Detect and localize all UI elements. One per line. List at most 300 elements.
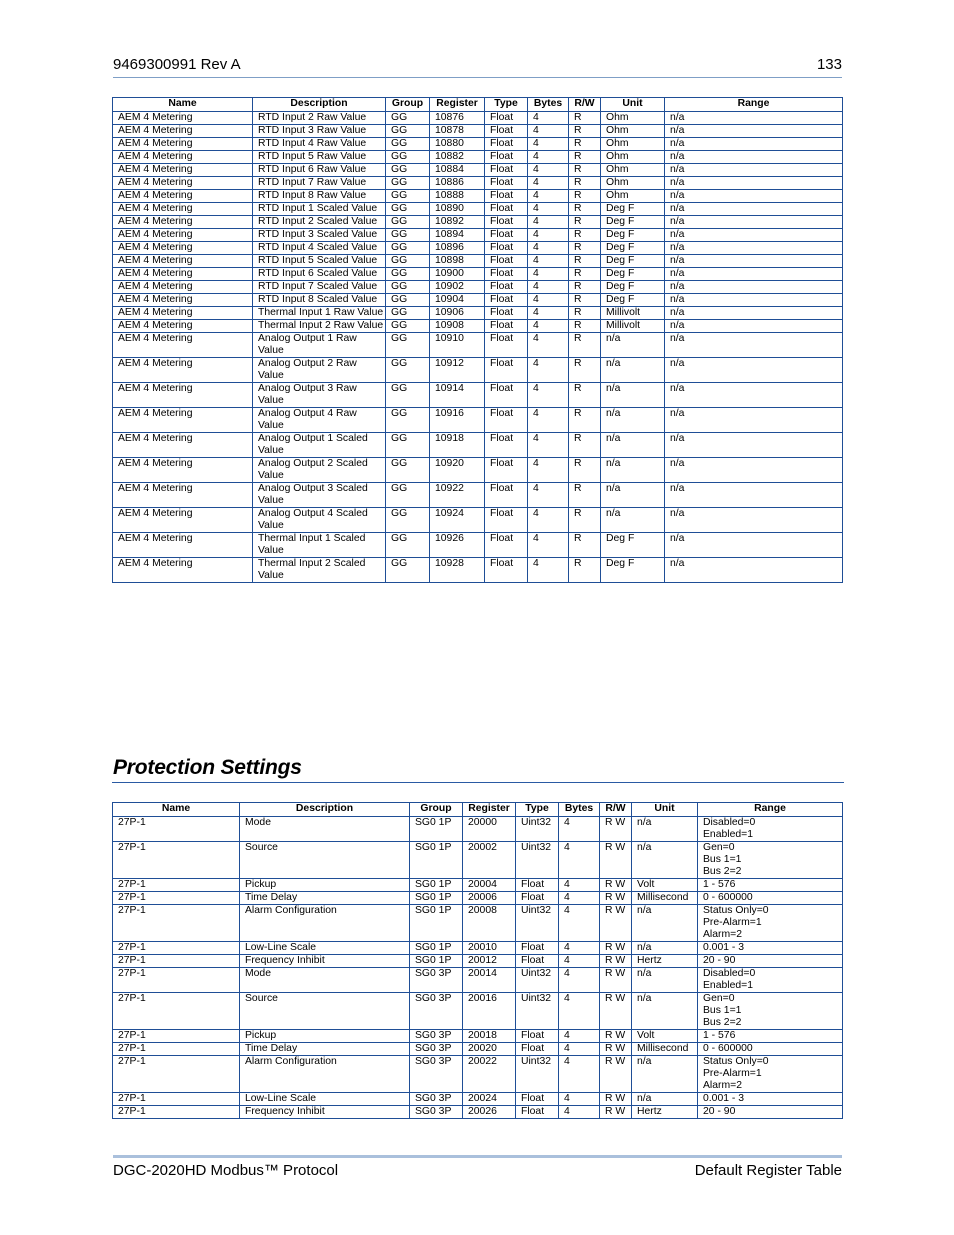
cell-description-text: RTD Input 8 Scaled Value bbox=[258, 294, 378, 305]
cell-name: 27P-1 bbox=[113, 892, 240, 905]
cell-rw: R W bbox=[600, 993, 632, 1030]
table-row bbox=[113, 892, 843, 905]
cell-group: GG bbox=[386, 216, 430, 229]
cell-unit: Volt bbox=[632, 1030, 698, 1043]
cell-type: Float bbox=[485, 216, 528, 229]
cell-rw: R bbox=[569, 242, 601, 255]
cell-description: Alarm Configuration bbox=[240, 905, 410, 942]
cell-type: Float bbox=[485, 138, 528, 151]
cell-name: AEM 4 Metering bbox=[113, 125, 253, 138]
cell-rw: R bbox=[569, 216, 601, 229]
cell-rw: R W bbox=[600, 1093, 632, 1106]
cell-type: Float bbox=[485, 190, 528, 203]
cell-bytes: 4 bbox=[559, 993, 600, 1030]
table-row bbox=[113, 229, 843, 242]
cell-name: 27P-1 bbox=[113, 879, 240, 892]
cell-description bbox=[253, 216, 386, 229]
cell-type: Float bbox=[485, 533, 528, 558]
cell-description-text: RTD Input 3 Raw Value bbox=[258, 125, 367, 136]
cell-description-text: Analog Output 1 Raw Value bbox=[258, 333, 357, 356]
cell-register: 10896 bbox=[430, 242, 485, 255]
cell-range: 0 - 600000 bbox=[698, 1043, 843, 1056]
cell-unit: Ohm bbox=[601, 164, 665, 177]
cell-unit: n/a bbox=[601, 433, 665, 458]
cell-group: SG0 1P bbox=[410, 817, 463, 842]
cell-description: Frequency Inhibit bbox=[240, 955, 410, 968]
table-row bbox=[113, 433, 843, 458]
column-header-name: Name bbox=[113, 98, 253, 112]
cell-range: n/a bbox=[665, 307, 843, 320]
cell-group: GG bbox=[386, 333, 430, 358]
cell-type: Float bbox=[516, 1106, 559, 1119]
cell-name: 27P-1 bbox=[113, 942, 240, 955]
cell-description: Mode bbox=[240, 817, 410, 842]
cell-type: Uint32 bbox=[516, 817, 559, 842]
cell-rw: R W bbox=[600, 905, 632, 942]
table-row bbox=[113, 383, 843, 408]
cell-register: 20022 bbox=[463, 1056, 516, 1093]
cell-rw: R bbox=[569, 558, 601, 583]
table-row bbox=[113, 281, 843, 294]
cell-range: n/a bbox=[665, 151, 843, 164]
cell-type: Float bbox=[485, 164, 528, 177]
cell-description-text: RTD Input 5 Raw Value bbox=[258, 151, 367, 162]
cell-range: Disabled=0 Enabled=1 bbox=[698, 817, 843, 842]
cell-group: SG0 1P bbox=[410, 942, 463, 955]
cell-range: n/a bbox=[665, 320, 843, 333]
cell-description-text: RTD Input 3 Scaled Value bbox=[258, 229, 378, 240]
cell-name: AEM 4 Metering bbox=[113, 216, 253, 229]
column-header-range: Range bbox=[698, 803, 843, 817]
cell-rw: R bbox=[569, 281, 601, 294]
cell-rw: R bbox=[569, 138, 601, 151]
cell-bytes: 4 bbox=[528, 294, 569, 307]
cell-description-text: Analog Output 3 Raw Value bbox=[258, 383, 357, 406]
cell-rw: R bbox=[569, 203, 601, 216]
cell-bytes: 4 bbox=[559, 1056, 600, 1093]
cell-name: AEM 4 Metering bbox=[113, 112, 253, 125]
table-row bbox=[113, 307, 843, 320]
cell-register: 10882 bbox=[430, 151, 485, 164]
page-header bbox=[113, 55, 842, 78]
cell-rw: R bbox=[569, 307, 601, 320]
cell-range: 20 - 90 bbox=[698, 955, 843, 968]
cell-group: SG0 3P bbox=[410, 1043, 463, 1056]
cell-unit: Deg F bbox=[601, 203, 665, 216]
cell-register: 10886 bbox=[430, 177, 485, 190]
cell-group: SG0 1P bbox=[410, 892, 463, 905]
cell-type: Float bbox=[516, 892, 559, 905]
table-row bbox=[113, 190, 843, 203]
cell-range: n/a bbox=[665, 125, 843, 138]
cell-rw: R bbox=[569, 268, 601, 281]
cell-bytes: 4 bbox=[559, 1093, 600, 1106]
cell-unit: n/a bbox=[601, 458, 665, 483]
cell-unit: n/a bbox=[601, 358, 665, 383]
cell-bytes: 4 bbox=[528, 268, 569, 281]
cell-rw: R W bbox=[600, 842, 632, 879]
cell-description: Pickup bbox=[240, 879, 410, 892]
cell-rw: R W bbox=[600, 817, 632, 842]
cell-description bbox=[253, 533, 386, 558]
cell-bytes: 4 bbox=[528, 125, 569, 138]
table-row bbox=[113, 993, 843, 1030]
cell-register: 10918 bbox=[430, 433, 485, 458]
cell-unit: Volt bbox=[632, 879, 698, 892]
cell-unit: n/a bbox=[632, 842, 698, 879]
cell-unit: Hertz bbox=[632, 1106, 698, 1119]
cell-range: n/a bbox=[665, 268, 843, 281]
cell-name: AEM 4 Metering bbox=[113, 333, 253, 358]
cell-description-text: RTD Input 4 Scaled Value bbox=[258, 242, 378, 253]
cell-group: GG bbox=[386, 358, 430, 383]
cell-group: SG0 1P bbox=[410, 879, 463, 892]
cell-group: SG0 3P bbox=[410, 1030, 463, 1043]
cell-group: SG0 1P bbox=[410, 842, 463, 879]
cell-description-text: Analog Output 4 Raw Value bbox=[258, 408, 357, 431]
cell-rw: R bbox=[569, 333, 601, 358]
table-row bbox=[113, 508, 843, 533]
cell-description bbox=[253, 294, 386, 307]
cell-group: GG bbox=[386, 307, 430, 320]
column-header-bytes: Bytes bbox=[559, 803, 600, 817]
cell-range: n/a bbox=[665, 408, 843, 433]
cell-name: AEM 4 Metering bbox=[113, 294, 253, 307]
cell-type: Float bbox=[485, 483, 528, 508]
cell-name: AEM 4 Metering bbox=[113, 177, 253, 190]
cell-description bbox=[253, 268, 386, 281]
cell-range: n/a bbox=[665, 294, 843, 307]
cell-rw: R W bbox=[600, 879, 632, 892]
cell-bytes: 4 bbox=[528, 533, 569, 558]
cell-rw: R W bbox=[600, 968, 632, 993]
cell-range: n/a bbox=[665, 458, 843, 483]
cell-type: Uint32 bbox=[516, 905, 559, 942]
cell-unit: n/a bbox=[632, 1093, 698, 1106]
cell-rw: R bbox=[569, 433, 601, 458]
cell-description: Source bbox=[240, 842, 410, 879]
column-header-rw: R/W bbox=[569, 98, 601, 112]
cell-description bbox=[253, 125, 386, 138]
cell-rw: R W bbox=[600, 892, 632, 905]
cell-register: 20014 bbox=[463, 968, 516, 993]
cell-description-text: Analog Output 2 Raw Value bbox=[258, 358, 357, 381]
cell-range: n/a bbox=[665, 242, 843, 255]
cell-type: Float bbox=[485, 458, 528, 483]
cell-register: 20000 bbox=[463, 817, 516, 842]
cell-name: 27P-1 bbox=[113, 1106, 240, 1119]
table-header-row bbox=[113, 803, 843, 817]
cell-name: AEM 4 Metering bbox=[113, 533, 253, 558]
cell-description bbox=[253, 164, 386, 177]
cell-group: GG bbox=[386, 242, 430, 255]
cell-rw: R W bbox=[600, 955, 632, 968]
column-header-description: Description bbox=[253, 98, 386, 112]
cell-name: 27P-1 bbox=[113, 968, 240, 993]
cell-bytes: 4 bbox=[528, 383, 569, 408]
cell-description-text: Thermal Input 2 Raw Value bbox=[258, 320, 384, 331]
cell-unit: Ohm bbox=[601, 125, 665, 138]
cell-type: Float bbox=[485, 307, 528, 320]
cell-bytes: 4 bbox=[559, 892, 600, 905]
cell-register: 10904 bbox=[430, 294, 485, 307]
cell-group: GG bbox=[386, 383, 430, 408]
cell-description bbox=[253, 203, 386, 216]
document-number: 9469300991 Rev A bbox=[113, 56, 241, 73]
cell-type: Float bbox=[516, 1043, 559, 1056]
cell-rw: R bbox=[569, 164, 601, 177]
cell-range: n/a bbox=[665, 138, 843, 151]
cell-group: GG bbox=[386, 190, 430, 203]
cell-range: 20 - 90 bbox=[698, 1106, 843, 1119]
cell-range: n/a bbox=[665, 203, 843, 216]
table-row bbox=[113, 320, 843, 333]
cell-rw: R W bbox=[600, 1030, 632, 1043]
cell-bytes: 4 bbox=[528, 458, 569, 483]
cell-name: AEM 4 Metering bbox=[113, 229, 253, 242]
cell-description bbox=[253, 190, 386, 203]
cell-unit: Ohm bbox=[601, 112, 665, 125]
cell-description bbox=[253, 508, 386, 533]
cell-register: 20004 bbox=[463, 879, 516, 892]
cell-description: Mode bbox=[240, 968, 410, 993]
cell-register: 10902 bbox=[430, 281, 485, 294]
cell-range: n/a bbox=[665, 112, 843, 125]
cell-description-text: RTD Input 7 Raw Value bbox=[258, 177, 367, 188]
cell-register: 20010 bbox=[463, 942, 516, 955]
cell-description-text: Analog Output 3 Scaled Value bbox=[258, 483, 368, 506]
cell-description-text: RTD Input 8 Raw Value bbox=[258, 190, 367, 201]
cell-type: Float bbox=[485, 151, 528, 164]
cell-name: AEM 4 Metering bbox=[113, 255, 253, 268]
cell-register: 10900 bbox=[430, 268, 485, 281]
cell-range: n/a bbox=[665, 383, 843, 408]
cell-register: 10928 bbox=[430, 558, 485, 583]
column-header-description: Description bbox=[240, 803, 410, 817]
cell-name: 27P-1 bbox=[113, 1093, 240, 1106]
cell-type: Float bbox=[485, 508, 528, 533]
cell-bytes: 4 bbox=[528, 358, 569, 383]
cell-name: 27P-1 bbox=[113, 842, 240, 879]
cell-name: AEM 4 Metering bbox=[113, 203, 253, 216]
cell-range: n/a bbox=[665, 216, 843, 229]
product-name: DGC-2020HD Modbus™ Protocol bbox=[113, 1162, 339, 1179]
cell-group: GG bbox=[386, 408, 430, 433]
table-row bbox=[113, 242, 843, 255]
cell-bytes: 4 bbox=[528, 281, 569, 294]
cell-rw: R bbox=[569, 190, 601, 203]
cell-type: Float bbox=[485, 320, 528, 333]
cell-group: GG bbox=[386, 281, 430, 294]
cell-range: Gen=0 Bus 1=1 Bus 2=2 bbox=[698, 993, 843, 1030]
cell-description bbox=[253, 483, 386, 508]
table-row bbox=[113, 203, 843, 216]
cell-bytes: 4 bbox=[528, 138, 569, 151]
cell-description: Frequency Inhibit bbox=[240, 1106, 410, 1119]
cell-register: 10906 bbox=[430, 307, 485, 320]
cell-rw: R bbox=[569, 112, 601, 125]
cell-group: SG0 1P bbox=[410, 905, 463, 942]
cell-unit: Deg F bbox=[601, 281, 665, 294]
cell-group: GG bbox=[386, 458, 430, 483]
cell-rw: R bbox=[569, 483, 601, 508]
cell-description bbox=[253, 383, 386, 408]
column-header-name: Name bbox=[113, 803, 240, 817]
cell-unit: n/a bbox=[632, 1056, 698, 1093]
cell-name: AEM 4 Metering bbox=[113, 281, 253, 294]
cell-description-text: RTD Input 2 Scaled Value bbox=[258, 216, 378, 227]
cell-description: Pickup bbox=[240, 1030, 410, 1043]
metering-register-table bbox=[112, 97, 843, 583]
cell-unit: Deg F bbox=[601, 558, 665, 583]
cell-range: n/a bbox=[665, 333, 843, 358]
column-header-group: Group bbox=[410, 803, 463, 817]
cell-rw: R bbox=[569, 177, 601, 190]
section-divider bbox=[112, 782, 844, 783]
table-row bbox=[113, 955, 843, 968]
column-header-bytes: Bytes bbox=[528, 98, 569, 112]
cell-register: 20008 bbox=[463, 905, 516, 942]
cell-group: SG0 3P bbox=[410, 1106, 463, 1119]
column-header-type: Type bbox=[485, 98, 528, 112]
table-row bbox=[113, 483, 843, 508]
cell-group: SG0 3P bbox=[410, 1093, 463, 1106]
table-row bbox=[113, 1056, 843, 1093]
cell-range: 0 - 600000 bbox=[698, 892, 843, 905]
cell-bytes: 4 bbox=[528, 216, 569, 229]
cell-name: 27P-1 bbox=[113, 1043, 240, 1056]
cell-register: 10912 bbox=[430, 358, 485, 383]
cell-name: AEM 4 Metering bbox=[113, 383, 253, 408]
cell-type: Float bbox=[485, 229, 528, 242]
cell-name: 27P-1 bbox=[113, 993, 240, 1030]
cell-bytes: 4 bbox=[528, 112, 569, 125]
cell-name: AEM 4 Metering bbox=[113, 151, 253, 164]
cell-range: n/a bbox=[665, 281, 843, 294]
cell-bytes: 4 bbox=[528, 255, 569, 268]
cell-description bbox=[253, 112, 386, 125]
cell-range: n/a bbox=[665, 177, 843, 190]
column-header-range: Range bbox=[665, 98, 843, 112]
cell-unit: Deg F bbox=[601, 255, 665, 268]
cell-type: Float bbox=[485, 268, 528, 281]
cell-description bbox=[253, 433, 386, 458]
cell-type: Float bbox=[485, 203, 528, 216]
cell-unit: Deg F bbox=[601, 242, 665, 255]
cell-register: 10898 bbox=[430, 255, 485, 268]
cell-type: Float bbox=[485, 112, 528, 125]
cell-type: Uint32 bbox=[516, 1056, 559, 1093]
cell-bytes: 4 bbox=[559, 905, 600, 942]
cell-register: 20020 bbox=[463, 1043, 516, 1056]
cell-type: Float bbox=[516, 879, 559, 892]
cell-unit: Deg F bbox=[601, 216, 665, 229]
cell-description-text: RTD Input 2 Raw Value bbox=[258, 112, 367, 123]
cell-description bbox=[253, 281, 386, 294]
cell-name: 27P-1 bbox=[113, 1030, 240, 1043]
cell-group: SG0 3P bbox=[410, 993, 463, 1030]
cell-description-text: RTD Input 1 Scaled Value bbox=[258, 203, 378, 214]
cell-description: Time Delay bbox=[240, 892, 410, 905]
cell-name: AEM 4 Metering bbox=[113, 190, 253, 203]
cell-description: Time Delay bbox=[240, 1043, 410, 1056]
cell-register: 20012 bbox=[463, 955, 516, 968]
cell-rw: R bbox=[569, 151, 601, 164]
cell-unit: Millisecond bbox=[632, 892, 698, 905]
cell-rw: R bbox=[569, 458, 601, 483]
cell-range: Disabled=0 Enabled=1 bbox=[698, 968, 843, 993]
cell-description-text: RTD Input 4 Raw Value bbox=[258, 138, 367, 149]
cell-bytes: 4 bbox=[528, 242, 569, 255]
cell-range: n/a bbox=[665, 190, 843, 203]
cell-group: GG bbox=[386, 112, 430, 125]
table-row bbox=[113, 216, 843, 229]
table-row bbox=[113, 255, 843, 268]
table-row bbox=[113, 408, 843, 433]
table-row bbox=[113, 125, 843, 138]
cell-bytes: 4 bbox=[559, 879, 600, 892]
cell-description bbox=[253, 558, 386, 583]
cell-unit: n/a bbox=[601, 408, 665, 433]
cell-group: GG bbox=[386, 433, 430, 458]
cell-unit: Millivolt bbox=[601, 320, 665, 333]
cell-bytes: 4 bbox=[528, 177, 569, 190]
cell-description bbox=[253, 458, 386, 483]
cell-rw: R W bbox=[600, 1043, 632, 1056]
table-row bbox=[113, 817, 843, 842]
cell-range: n/a bbox=[665, 255, 843, 268]
cell-type: Float bbox=[485, 281, 528, 294]
table-row bbox=[113, 968, 843, 993]
table-row bbox=[113, 842, 843, 879]
cell-range: n/a bbox=[665, 229, 843, 242]
table-row bbox=[113, 942, 843, 955]
cell-group: GG bbox=[386, 483, 430, 508]
cell-group: GG bbox=[386, 508, 430, 533]
table-row bbox=[113, 558, 843, 583]
cell-name: AEM 4 Metering bbox=[113, 483, 253, 508]
cell-type: Float bbox=[485, 358, 528, 383]
cell-register: 20002 bbox=[463, 842, 516, 879]
cell-bytes: 4 bbox=[528, 508, 569, 533]
cell-register: 10920 bbox=[430, 458, 485, 483]
table-row bbox=[113, 533, 843, 558]
cell-rw: R W bbox=[600, 1106, 632, 1119]
cell-group: SG0 1P bbox=[410, 955, 463, 968]
cell-register: 10880 bbox=[430, 138, 485, 151]
cell-description-text: RTD Input 6 Scaled Value bbox=[258, 268, 378, 279]
cell-range: n/a bbox=[665, 164, 843, 177]
cell-unit: Ohm bbox=[601, 177, 665, 190]
section-title: Protection Settings bbox=[113, 756, 302, 779]
cell-name: AEM 4 Metering bbox=[113, 458, 253, 483]
cell-rw: R bbox=[569, 125, 601, 138]
cell-description: Low-Line Scale bbox=[240, 1093, 410, 1106]
footer-section-name: Default Register Table bbox=[694, 1162, 842, 1179]
cell-register: 10922 bbox=[430, 483, 485, 508]
table-row bbox=[113, 1093, 843, 1106]
cell-group: GG bbox=[386, 125, 430, 138]
table-row bbox=[113, 1030, 843, 1043]
cell-bytes: 4 bbox=[528, 433, 569, 458]
cell-unit: n/a bbox=[632, 993, 698, 1030]
cell-bytes: 4 bbox=[559, 968, 600, 993]
cell-unit: n/a bbox=[632, 942, 698, 955]
page-footer bbox=[113, 1155, 842, 1182]
column-header-unit: Unit bbox=[601, 98, 665, 112]
cell-register: 10916 bbox=[430, 408, 485, 433]
cell-unit: n/a bbox=[601, 383, 665, 408]
